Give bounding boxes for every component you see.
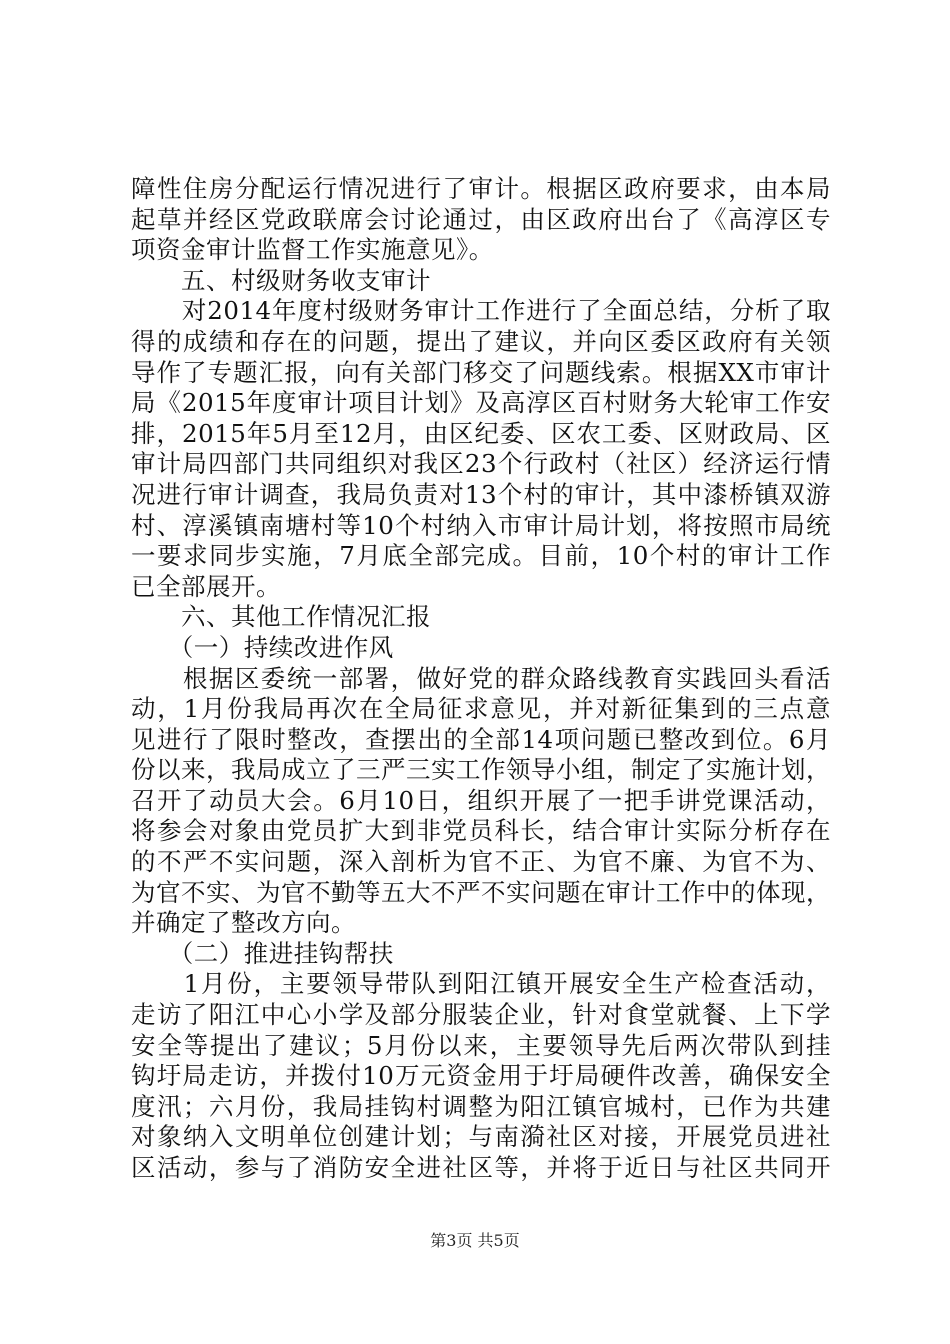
text-line: 召开了动员大会。6月10日，组织开展了一把手讲党课活动，: [131, 785, 831, 815]
text-line: 对2014年度村级财务审计工作进行了全面总结，分析了取: [131, 296, 831, 326]
text-line: 况进行审计调查，我局负责对13个村的审计，其中漆桥镇双游: [131, 479, 831, 509]
text-line: 份以来，我局成立了三严三实工作领导小组，制定了实施计划，: [131, 755, 831, 785]
text-line: 为官不实、为官不勤等五大不严不实问题在审计工作中的体现，: [131, 877, 831, 907]
text-line: 已全部展开。: [131, 571, 281, 601]
text-line: 障性住房分配运行情况进行了审计。根据区政府要求，由本局: [131, 174, 831, 203]
text-line: 区活动，参与了消防安全进社区等，并将于近日与社区共同开: [131, 1153, 831, 1182]
text-line: 排，2015年5月至12月，由区纪委、区农工委、区财政局、区: [131, 418, 831, 448]
text-line: 安全等提出了建议；5月份以来，主要领导先后两次带队到挂: [131, 1030, 831, 1060]
document-body: [131, 174, 831, 1184]
text-line: 审计局四部门共同组织对我区23个行政村（社区）经济运行情: [131, 449, 831, 479]
text-line: 局《2015年度审计项目计划》及高淳区百村财务大轮审工作安: [131, 388, 831, 418]
section-heading: 五、村级财务收支审计: [131, 265, 431, 295]
text-line: 根据区委统一部署，做好党的群众路线教育实践回头看活: [131, 663, 831, 693]
text-line: 钩圩局走访，并拨付10万元资金用于圩局硬件改善，确保安全: [131, 1061, 831, 1091]
text-line: 将参会对象由党员扩大到非党员科长，结合审计实际分析存在: [131, 816, 831, 846]
text-line: 对象纳入文明单位创建计划；与南漪社区对接，开展党员进社: [131, 1122, 831, 1152]
section-heading: （一）持续改进作风: [131, 632, 394, 662]
page-footer: 第3页 共5页: [430, 1231, 520, 1250]
text-line: 的不严不实问题，深入剖析为官不正、为官不廉、为官不为、: [131, 847, 831, 877]
text-line: 起草并经区党政联席会讨论通过，由区政府出台了《高淳区专: [131, 204, 831, 234]
section-heading: （二）推进挂钩帮扶: [131, 938, 394, 968]
text-line: 走访了阳江中心小学及部分服装企业，针对食堂就餐、上下学: [131, 1000, 831, 1030]
text-line: 得的成绩和存在的问题，提出了建议，并向区委区政府有关领: [131, 326, 831, 356]
text-line: 导作了专题汇报，向有关部门移交了问题线索。根据XX市审计: [131, 357, 831, 387]
text-line: 见进行了限时整改，查摆出的全部14项问题已整改到位。6月: [131, 724, 831, 754]
text-line: 动，1月份我局再次在全局征求意见，并对新征集到的三点意: [131, 694, 831, 724]
text-line: 1月份，主要领导带队到阳江镇开展安全生产检查活动，: [131, 969, 831, 999]
text-line: 村、淳溪镇南塘村等10个村纳入市审计局计划，将按照市局统: [131, 510, 831, 540]
text-line: 并确定了整改方向。: [131, 908, 356, 938]
section-heading: 六、其他工作情况汇报: [131, 602, 431, 632]
text-line: 度汛；六月份，我局挂钩村调整为阳江镇官城村，已作为共建: [131, 1091, 831, 1121]
text-line: 一要求同步实施，7月底全部完成。目前，10个村的审计工作: [131, 541, 831, 571]
text-line: 项资金审计监督工作实施意见》。: [131, 235, 494, 265]
